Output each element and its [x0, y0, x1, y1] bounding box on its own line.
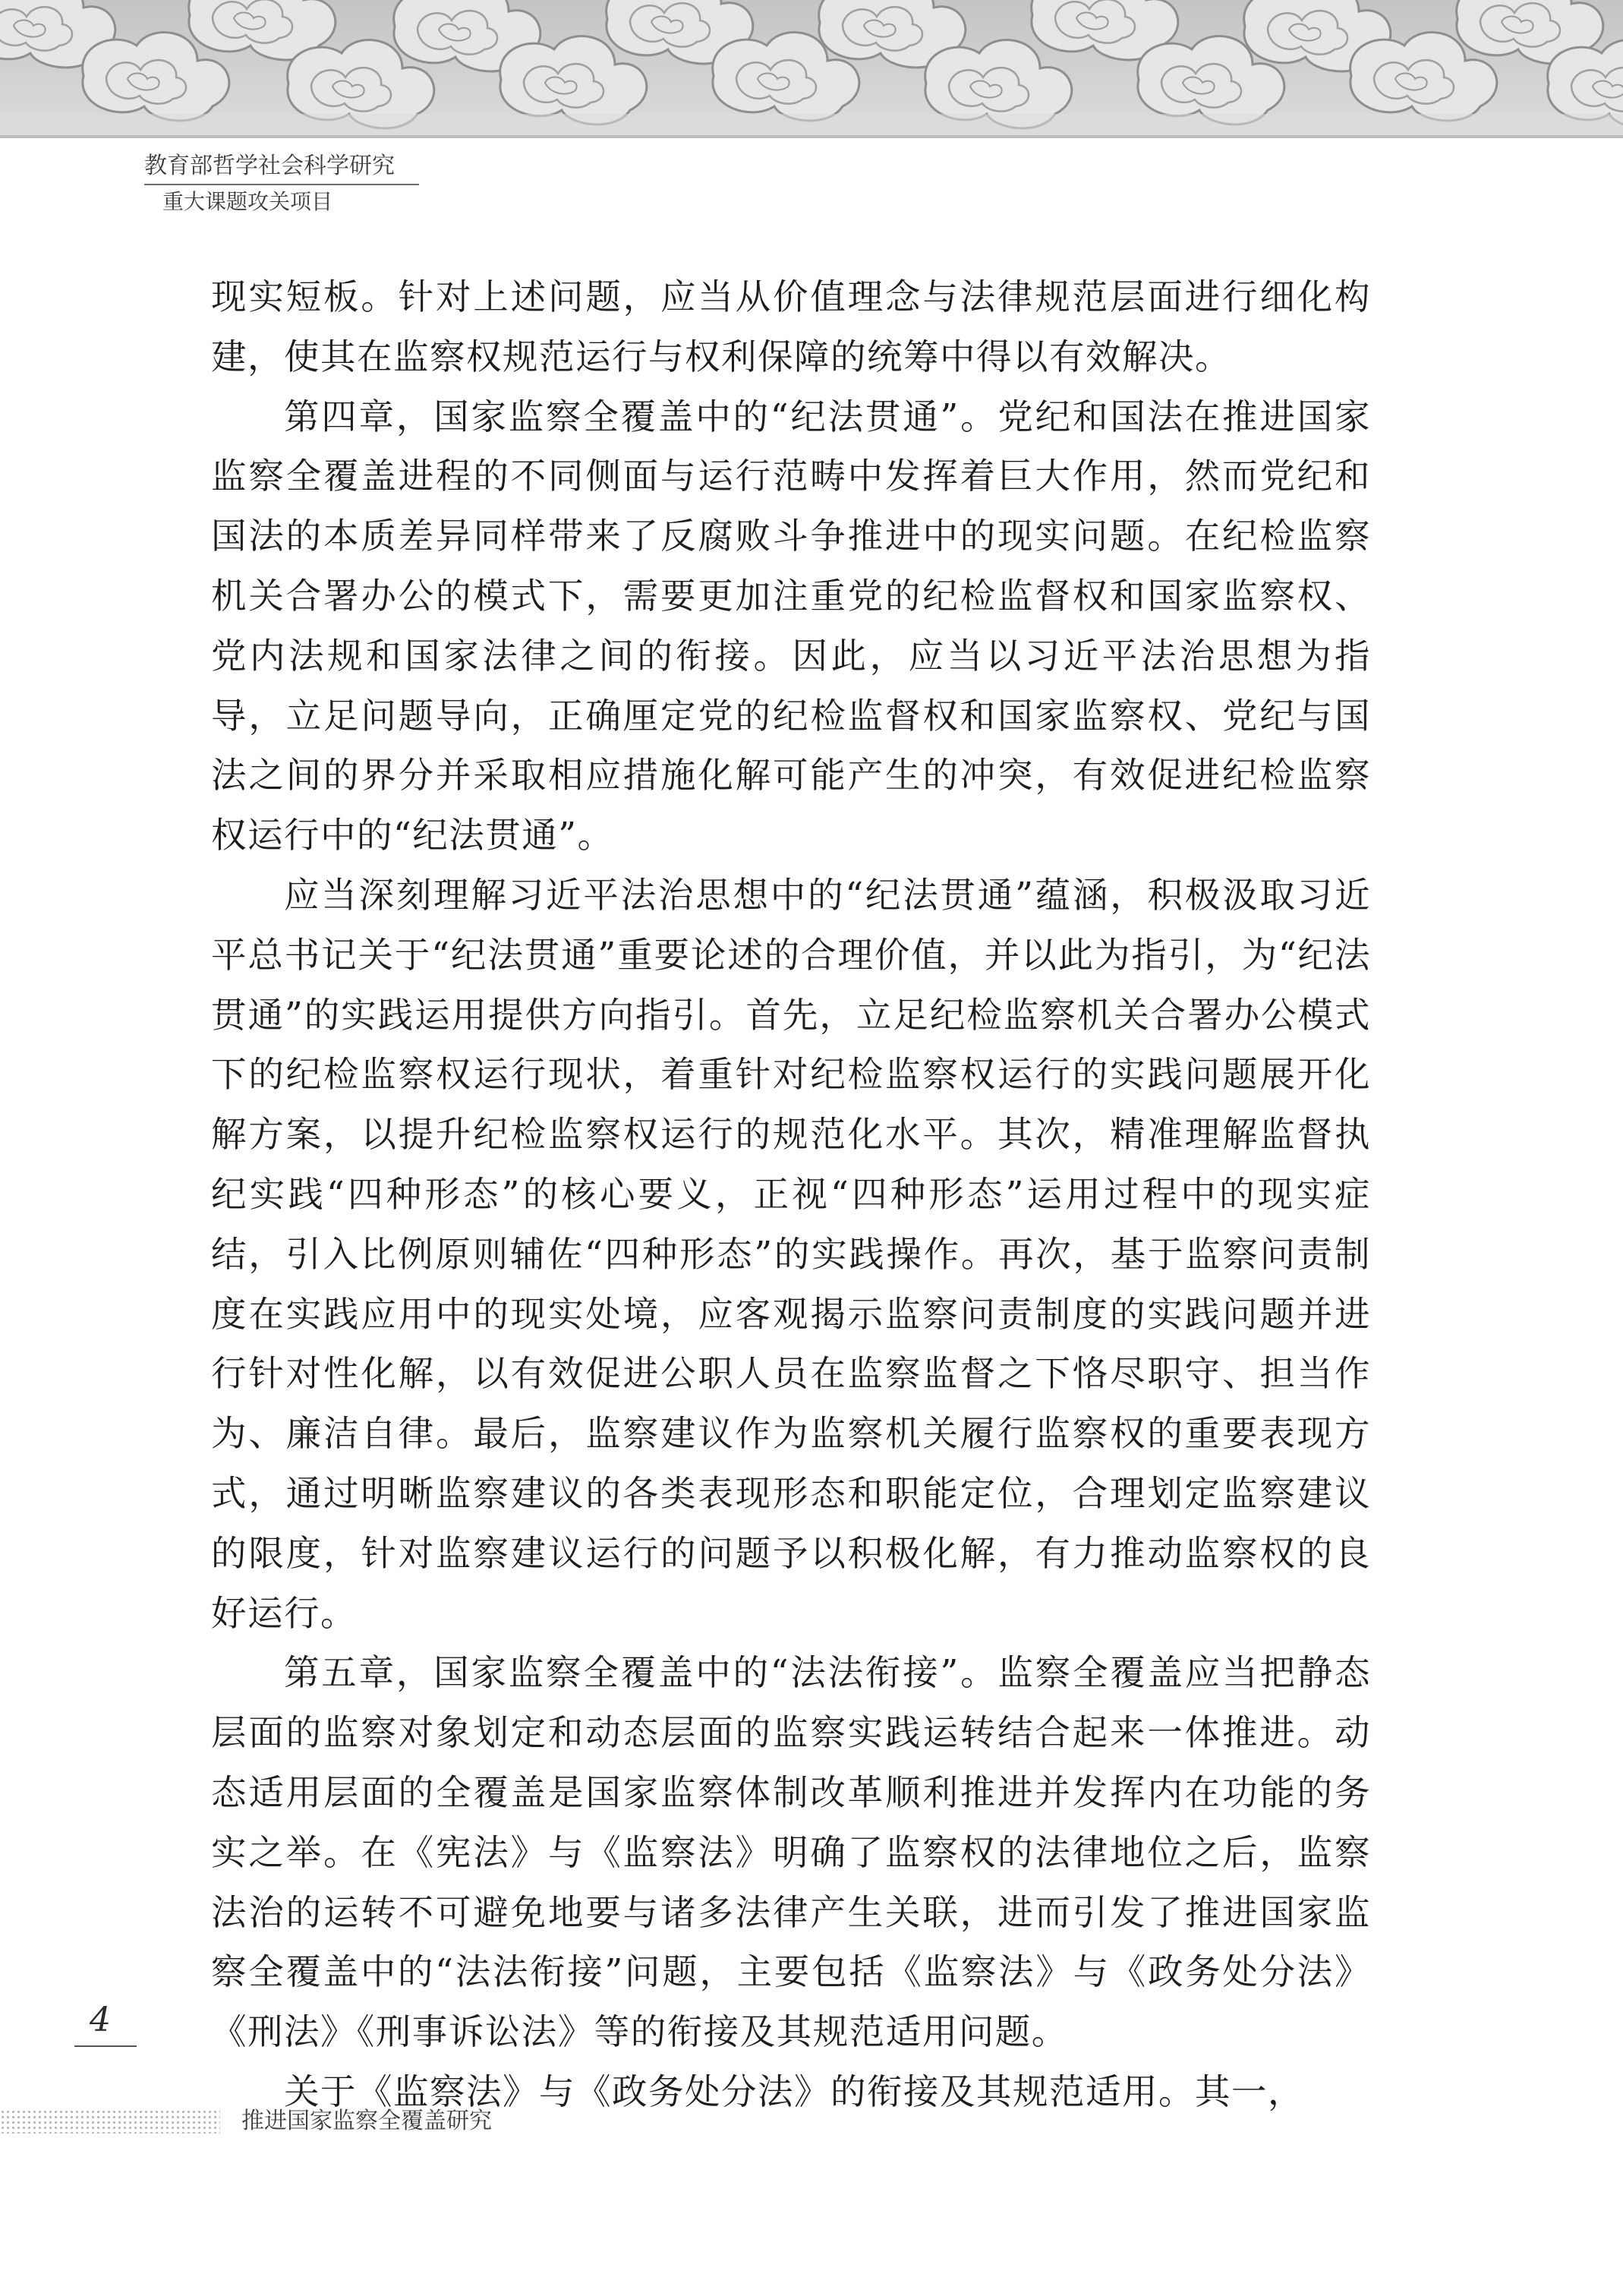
paragraph: 关于《监察法》与《政务处分法》的衔接及其规范适用。其一， — [284, 2070, 1304, 2112]
body-text — [211, 267, 1371, 2122]
series-subtitle: 重大课题攻关项目 — [162, 189, 333, 214]
paragraph: 现实短板。针对上述问题，应当从价值理念与法律规范层面进行细化构建，使其在监察权规范运行与权利保障的统筹中得以有效解决。 — [211, 276, 1371, 377]
series-title: 教育部哲学社会科学研究 — [144, 153, 395, 179]
decorative-cloud-banner — [0, 0, 1623, 138]
footer-book-title: 推进国家监察全覆盖研究 — [241, 2108, 492, 2134]
page-number-underline — [74, 2045, 137, 2047]
footer-dot-pattern — [0, 2109, 220, 2134]
header-divider — [144, 184, 419, 185]
running-header — [144, 152, 425, 216]
paragraph: 第五章，国家监察全覆盖中的“法法衔接”。监察全覆盖应当把静态层面的监察对象划定和动态层面的监察实践运转结合起来一体推进。动态适用层面的全覆盖是国家监察体制改革顺利推进并发挥内在功能的务实之举。在《宪法》与《监察法》明确了监察权的法律地位之后，监察法治的运转不可避免地要与诸多法律产生关联，进而引发了推进国家监察全覆盖中的“法法衔接”问题，主要包括《监察法》与《政务处分法》《刑法》《刑事诉讼法》等的衔接及其规范适用问题。 — [211, 1652, 1371, 2053]
paragraph: 第四章，国家监察全覆盖中的“纪法贯通”。党纪和国法在推进国家监察全覆盖进程的不同侧面与运行范畴中发挥着巨大作用，然而党纪和国法的本质差异同样带来了反腐败斗争推进中的现实问题。在纪检监察机关合署办公的模式下，需要更加注重党的纪检监督权和国家监察权、党内法规和国家法律之间的衔接。因此，应当以习近平法治思想为指导，立足问题导向，正确厘定党的纪检监督权和国家监察权、党纪与国法之间的界分并采取相应措施化解可能产生的冲突，有效促进纪检监察权运行中的“纪法贯通”。 — [211, 396, 1371, 856]
cloud-pattern-icon — [0, 0, 1623, 138]
page-number: 4 — [90, 2001, 111, 2039]
paragraph: 应当深刻理解习近平法治思想中的“纪法贯通”蕴涵，积极汲取习近平总书记关于“纪法贯通”重要论述的合理价值，并以此为指引，为“纪法贯通”的实践运用提供方向指引。首先，立足纪检监察机关合署办公模式下的纪检监察权运行现状，着重针对纪检监察权运行的实践问题展开化解方案，以提升纪检监察权运行的规范化水平。其次，精准理解监督执纪实践“四种形态”的核心要义，正视“四种形态”运用过程中的现实症结，引入比例原则辅佐“四种形态”的实践操作。再次，基于监察问责制度在实践应用中的现实处境，应客观揭示监察问责制度的实践问题并进行针对性化解，以有效促进公职人员在监察监督之下恪尽职守、担当作为、廉洁自律。最后，监察建议作为监察机关履行监察权的重要表现方式，通过明晰监察建议的各类表现形态和职能定位，合理划定监察建议的限度，针对监察建议运行的问题予以积极化解，有力推动监察权的良好运行。 — [211, 874, 1371, 1634]
